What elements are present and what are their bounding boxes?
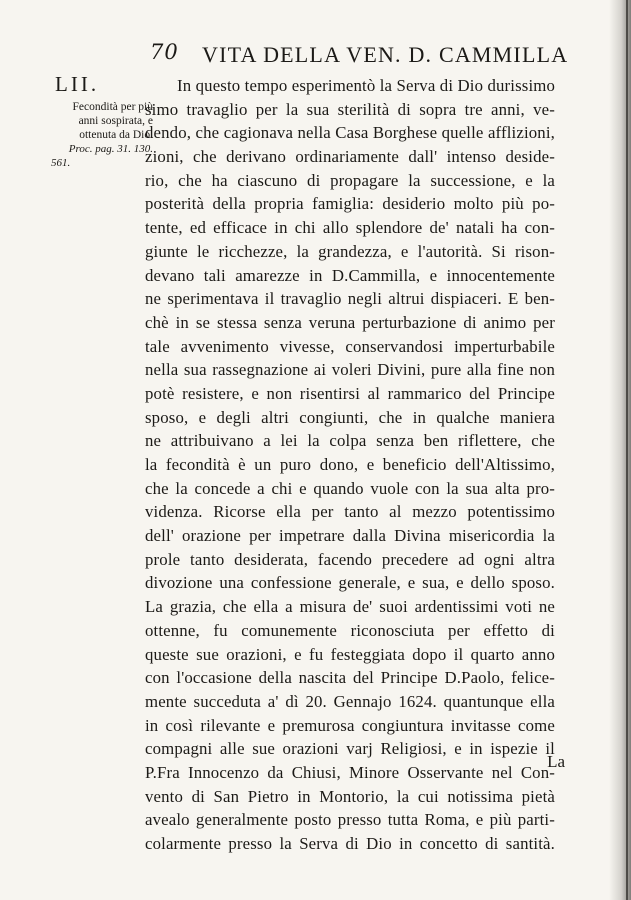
catchword: La [547, 752, 565, 771]
text-line: In questo tempo esperimentò la Serva di Dio durissimo [177, 76, 556, 95]
text-line: che la concede a chi e quando vuole con la sua alta pro- [145, 478, 555, 498]
section-number: LII. [55, 72, 100, 96]
text-line: tale avvenimento vivesse, conservandosi imperturbabile [145, 336, 555, 356]
page-header [150, 38, 569, 72]
text-line: prole tanto desiderata, facendo precedere ad ogni altra [145, 549, 555, 569]
text-line: devano tali amarezze in D.Cammilla, e innocentemente [145, 265, 555, 285]
marginal-reference: 561. [51, 157, 71, 169]
text-line: dendo, che cagionava nella Casa Borghese quelle afflizioni, [145, 123, 555, 143]
text-line: con l'occasione della nascita del Principe D.Paolo, felice- [145, 668, 555, 688]
marginal-note-line: Fecondità per più [72, 101, 153, 113]
page-number: 70 [150, 40, 179, 64]
body-text [145, 74, 555, 856]
text-line: nella sua rassegnazione ai voleri Divini, pure alla fine non [145, 360, 555, 380]
text-line: P.Fra Innocenzo da Chiusi, Minore Osservante nel Con- [145, 762, 555, 782]
text-line: la fecondità è un puro dono, e beneficio dell'Altissimo, [145, 455, 555, 474]
marginal-note-line: anni sospirata, e [78, 115, 153, 127]
marginal-reference: Proc. pag. 31. 130. [68, 143, 153, 155]
text-line: dell' orazione per impetrare dalla Divina misericordia la [145, 526, 555, 546]
text-line: videnza. Ricorse ella per tanto al mezzo potentissimo [145, 502, 555, 522]
text-line: simo travaglio per la sua sterilità di sopra tre anni, ve- [145, 99, 555, 119]
text-line: rio, che ha ciascuno di propagare la successione, e la [145, 170, 555, 190]
text-line: potè resistere, e non risentirsi al rammarico del Principe [145, 383, 555, 403]
page-edge-line [626, 0, 628, 900]
text-line: tente, ed efficace in chi allo splendore de' natali ha con- [145, 218, 555, 238]
text-line: giunte le ricchezze, la grandezza, e l'autorità. Si rison- [145, 241, 555, 261]
marginal-note-line: ottenuta da Dio. [79, 129, 153, 141]
text-line: divozione una confessione generale, e sua, e dello sposo. [145, 573, 555, 593]
text-line: posterità della propria famiglia: desiderio molto più po- [145, 194, 555, 214]
running-title: VITA DELLA VEN. D. CAMMILLA [202, 42, 569, 67]
text-line: queste sue orazioni, e fu festeggiata dopo il quarto anno [145, 644, 555, 664]
text-line: vento di San Pietro in Montorio, la cui notissima pietà [145, 786, 555, 806]
text-line: La grazia, che ella a misura de' suoi ardentissimi voti ne [145, 597, 555, 617]
text-line: colarmente presso la Serva di Dio in concetto di santità. [145, 834, 555, 853]
text-line: avealo generalmente posto presso tutta Roma, e più parti- [145, 810, 555, 830]
text-line: ne attribuivano a lei la colpa senza ben riflettere, che [145, 431, 555, 451]
text-line: mente succeduta a' dì 20. Gennajo 1624. quantunque ella [145, 691, 555, 711]
text-line: chè in se stessa senza veruna perturbazione di animo per [145, 312, 555, 332]
text-line: sposo, e degli altri congiunti, che in qualche maniera [145, 407, 555, 427]
text-line: in così rilevante e premurosa congiuntura invitasse come [145, 715, 555, 735]
text-line: ottenne, fu comunemente riconosciuta per effetto di [145, 620, 555, 640]
marginal-note [47, 72, 157, 170]
text-line: compagni alle sue orazioni varj Religiosi, e in ispezie il [145, 739, 555, 759]
text-line: ne sperimentava il travaglio negli altrui dispiaceri. E ben- [145, 289, 555, 309]
text-line: zioni, che derivano ordinariamente dall' intenso deside- [145, 147, 555, 167]
